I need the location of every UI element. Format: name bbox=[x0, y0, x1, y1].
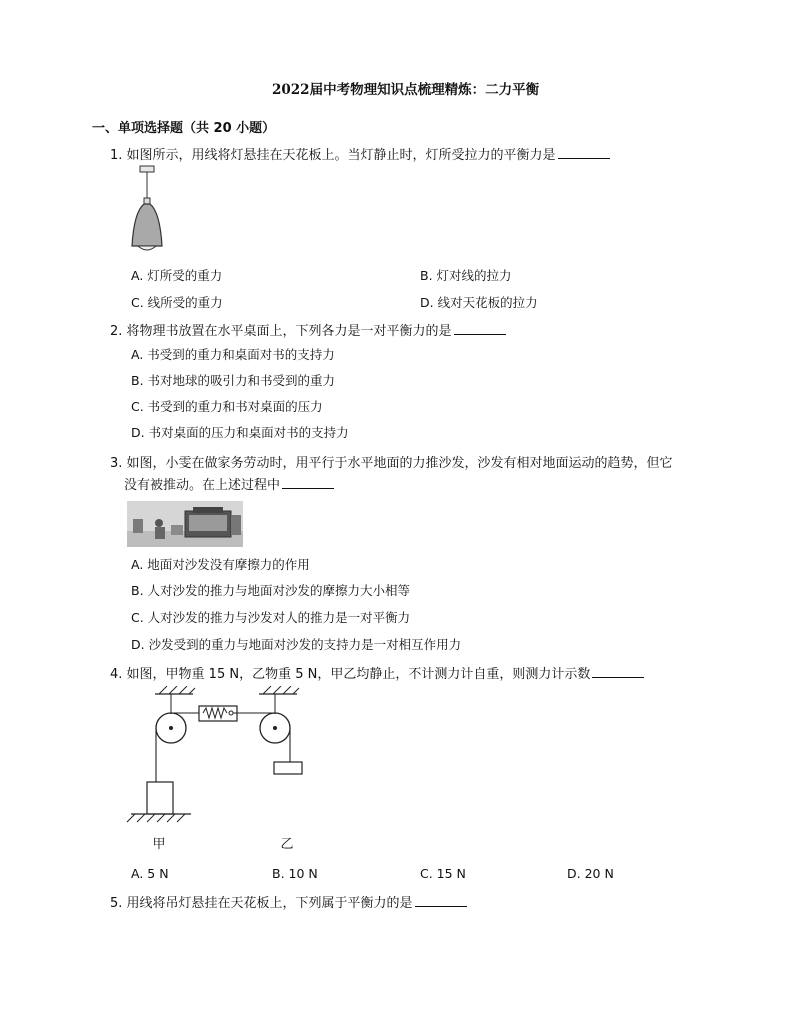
answer-blank bbox=[454, 322, 506, 335]
answer-blank bbox=[558, 146, 610, 159]
q1-option-c: C. 线所受的重力 bbox=[131, 295, 223, 310]
page-title: 2022届中考物理知识点梳理精炼：二力平衡 bbox=[272, 82, 540, 98]
answer-blank bbox=[415, 894, 467, 907]
q1-option-b: B. 灯对线的拉力 bbox=[420, 268, 512, 283]
q2-option-a: A. 书受到的重力和桌面对书的支持力 bbox=[131, 347, 335, 362]
figure-label-yi: 乙 bbox=[280, 837, 294, 852]
q4-option-d: D. 20 N bbox=[567, 866, 614, 881]
q3-option-c: C. 人对沙发的推力与沙发对人的推力是一对平衡力 bbox=[131, 610, 411, 625]
q3-option-d: D. 沙发受到的重力与地面对沙发的支持力是一对相互作用力 bbox=[131, 637, 462, 652]
question-3-stem-line2: 没有被推动。在上述过程中 bbox=[124, 474, 334, 493]
q4-option-c: C. 15 N bbox=[420, 866, 466, 881]
question-3-stem-line1: 3. 如图，小雯在做家务劳动时，用平行于水平地面的力推沙发，沙发有相对地面运动的趋势，但它 bbox=[110, 456, 673, 471]
answer-blank bbox=[592, 665, 644, 678]
q4-option-a: A. 5 N bbox=[131, 866, 169, 881]
question-5-stem: 5. 用线将吊灯悬挂在天花板上，下列属于平衡力的是 bbox=[110, 892, 467, 911]
q3-option-a: A. 地面对沙发没有摩擦力的作用 bbox=[131, 557, 310, 572]
q1-option-a: A. 灯所受的重力 bbox=[131, 268, 223, 283]
question-2-stem: 2. 将物理书放置在水平桌面上，下列各力是一对平衡力的是 bbox=[110, 320, 506, 339]
question-4-stem: 4. 如图，甲物重 15 N，乙物重 5 N，甲乙均静止，不计测力计自重，则测力计示数 bbox=[110, 663, 644, 682]
q2-option-b: B. 书对地球的吸引力和书受到的重力 bbox=[131, 373, 336, 388]
figure-label-jia: 甲 bbox=[152, 837, 166, 852]
q2-option-c: C. 书受到的重力和书对桌面的压力 bbox=[131, 399, 323, 414]
section-heading: 一、单项选择题（共 20 小题） bbox=[92, 121, 276, 136]
q1-option-d: D. 线对天花板的拉力 bbox=[420, 295, 538, 310]
q2-option-d: D. 书对桌面的压力和桌面对书的支持力 bbox=[131, 425, 349, 440]
question-1-stem: 1. 如图所示，用线将灯悬挂在天花板上。当灯静止时，灯所受拉力的平衡力是 bbox=[110, 144, 610, 163]
q3-option-b: B. 人对沙发的推力与地面对沙发的摩擦力大小相等 bbox=[131, 583, 411, 598]
hanging-lamp-figure bbox=[122, 164, 174, 256]
q4-option-b: B. 10 N bbox=[272, 866, 318, 881]
sofa-push-photo bbox=[127, 501, 243, 547]
pulley-spring-scale-figure bbox=[125, 686, 315, 862]
answer-blank bbox=[282, 476, 334, 489]
